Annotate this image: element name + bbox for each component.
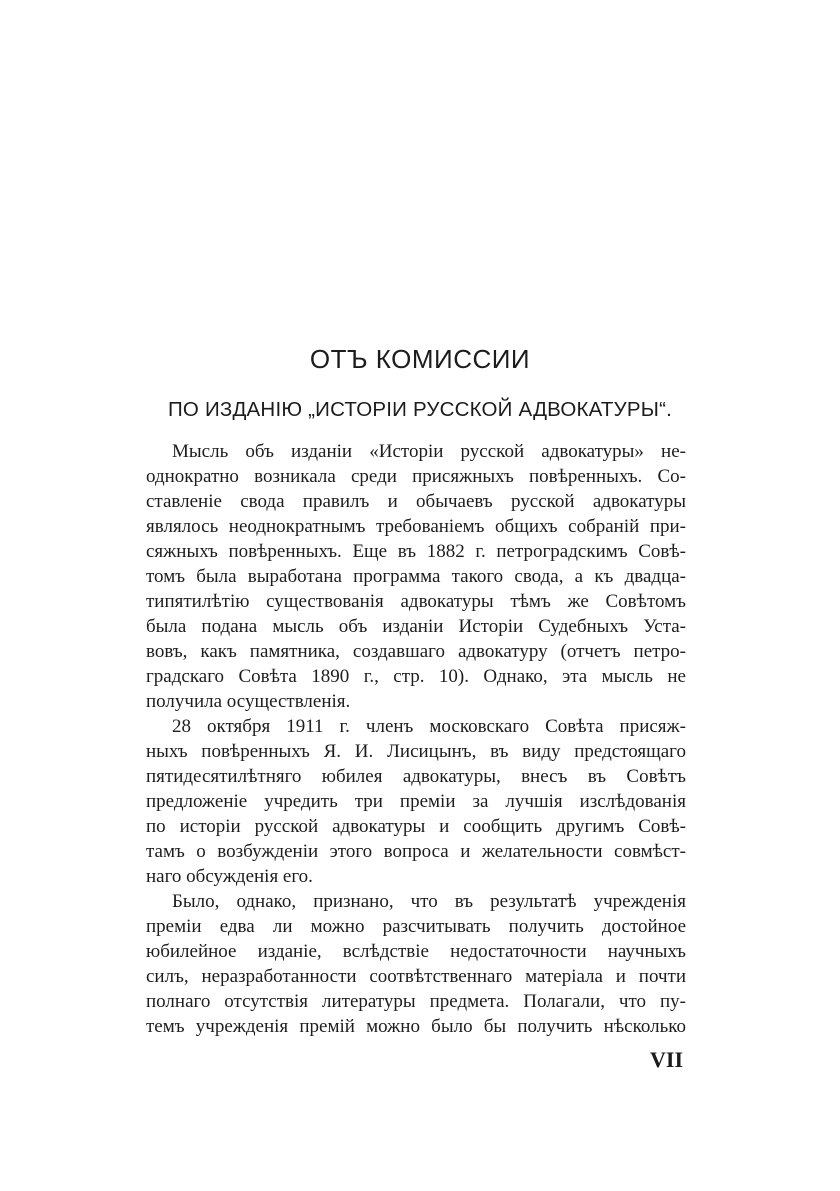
text-line: Мысль объ изданіи «Исторіи русской адвокатуры» не-	[172, 441, 686, 462]
page-title: ОТЪ КОМИССИИ	[309, 344, 531, 374]
text-line: получила осуществленія.	[146, 691, 351, 712]
text-line: темъ учрежденія премій можно было бы получить нѣсколько	[146, 1016, 686, 1037]
text-line: предложеніе учредить три преміи за лучшія изслѣдованія	[146, 791, 686, 812]
text-line: юбилейное изданіе, вслѣдствіе недостаточности научныхъ	[146, 941, 686, 962]
text-line: силъ, неразработанности соотвѣтственнаго матеріала и почти	[146, 966, 686, 987]
text-line: типятилѣтію существованія адвокатуры тѣмъ же Совѣтомъ	[146, 591, 686, 612]
text-line: пятидесятилѣтняго юбилея адвокатуры, внесъ въ Совѣтъ	[146, 766, 686, 787]
text-line: тамъ о возбужденіи этого вопроса и желательности совмѣст-	[146, 841, 686, 862]
text-line: ставленіе свода правилъ и обычаевъ русской адвокатуры	[146, 491, 686, 512]
text-line: была подана мысль объ изданіи Исторіи Судебныхъ Уста-	[146, 616, 686, 637]
text-line: однократно возникала среди присяжныхъ повѣренныхъ. Со-	[146, 466, 686, 487]
text-line: наго обсужденія его.	[146, 866, 313, 887]
text-line: по исторіи русской адвокатуры и сообщить другимъ Совѣ-	[146, 816, 686, 837]
text-line: сяжныхъ повѣренныхъ. Еще въ 1882 г. петроградскимъ Совѣ-	[146, 541, 686, 562]
text-line: преміи едва ли можно разсчитывать получить достойное	[146, 916, 686, 937]
text-line: градскаго Совѣта 1890 г., стр. 10). Однако, эта мысль не	[146, 666, 686, 687]
text-line: являлось неоднократнымъ требованіемъ общихъ собраній при-	[146, 516, 686, 537]
text-line: томъ была выработана программа такого свода, а къ двадца-	[146, 566, 686, 587]
text-line: вовъ, какъ памятника, создавшаго адвокатуру (отчетъ петро-	[146, 641, 686, 662]
text-line: полнаго отсутствія литературы предмета. Полагали, что пу-	[146, 991, 686, 1012]
text-line: ныхъ повѣренныхъ Я. И. Лисицынъ, въ виду предстоящаго	[146, 741, 686, 762]
text-line: 28 октября 1911 г. членъ московскаго Совѣта присяж-	[172, 716, 686, 737]
page-number: VII	[650, 1047, 684, 1072]
page-subtitle: ПО ИЗДАНІЮ „ИСТОРІИ РУССКОЙ АДВОКАТУРЫ“.	[167, 398, 672, 421]
text-line: Было, однако, признано, что въ результатѣ учрежденія	[172, 891, 686, 912]
